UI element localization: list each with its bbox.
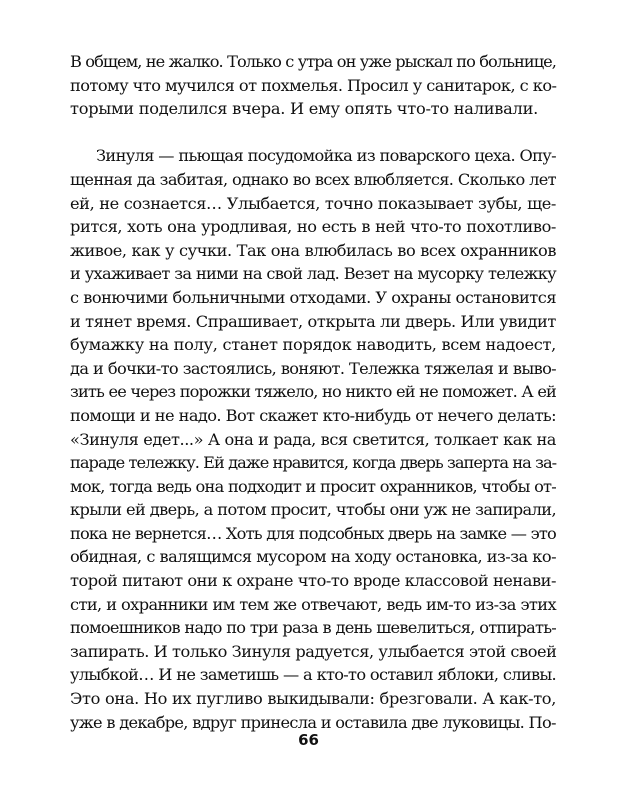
text-line: мок, тогда ведь она подходит и просит охранников, чтобы от-: [70, 476, 556, 496]
text-line: рится, хоть она уродливая, но есть в ней что-то похотливо-: [70, 217, 556, 237]
text-line: торой питают они к охране что-то вроде классовой ненави-: [70, 571, 556, 591]
text-line: помоешников надо по три раза в день шевелиться, отпирать-: [70, 618, 556, 638]
page-body: [70, 50, 556, 734]
text-line: бумажку на полу, станет порядок наводить, всем надоест,: [70, 335, 556, 355]
paragraph-2: [70, 144, 556, 734]
text-line: сти, и охранники им тем же отвечают, ведь им-то из-за этих: [70, 594, 556, 614]
text-line: пока не вернется… Хоть для подсобных дверь на замке — это: [70, 523, 556, 543]
text-line: обидная, с валящимся мусором на ходу остановка, из-за ко-: [70, 547, 556, 567]
page-number: 66: [298, 731, 319, 749]
text-line: да и бочки-то застоялись, воняют. Тележка тяжелая и выво-: [70, 358, 556, 378]
text-line: крыли ей дверь, а потом просит, чтобы они уж не запирали,: [70, 500, 556, 520]
text-line: и ухаживает за ними на свой лад. Везет на мусорку тележку: [70, 264, 556, 284]
text-line: Это она. Но их пугливо выкидывали: брезговали. А как-то,: [70, 689, 556, 709]
text-line: живое, как у сучки. Так она влюбилась во всех охранников: [70, 240, 556, 260]
text-line: В общем, не жалко. Только с утра он уже рыскал по больнице,: [70, 52, 556, 71]
text-line: потому что мучился от похмелья. Просил у санитарок, с ко-: [70, 75, 557, 95]
text-line: торыми поделился вчера. И ему опять что-то наливали.: [70, 99, 539, 119]
text-line: улыбкой… И не заметишь — а кто-то оставил яблоки, сливы.: [70, 665, 556, 685]
text-line: «Зинуля едет...» А она и рада, вся светится, толкает как на: [70, 429, 556, 449]
text-line: запирать. И только Зинуля радуется, улыбается этой своей: [70, 641, 557, 661]
text-line: зить ее через порожки тяжело, но никто ей не поможет. А ей: [70, 382, 556, 402]
paragraph-spacer: [70, 121, 556, 145]
text-line: и тянет время. Спрашивает, открыта ли дверь. Или увидит: [70, 311, 556, 331]
text-line: щенная да забитая, однако во всех влюбляется. Сколько лет: [70, 169, 556, 189]
text-line: помощи и не надо. Вот скажет кто-нибудь от нечего делать:: [70, 405, 556, 425]
text-line: Зинуля — пьющая посудомойка из поварского цеха. Опу-: [96, 146, 556, 166]
text-line: уже в декабре, вдруг принесла и оставила две луковицы. По-: [70, 712, 556, 732]
paragraph-1: [70, 50, 556, 121]
text-line: ей, не сознается… Улыбается, точно показывает зубы, ще-: [70, 193, 556, 213]
text-line: с вонючими больничными отходами. У охраны остановится: [70, 287, 557, 307]
text-line: параде тележку. Ей даже нравится, когда дверь заперта на за-: [70, 453, 557, 473]
